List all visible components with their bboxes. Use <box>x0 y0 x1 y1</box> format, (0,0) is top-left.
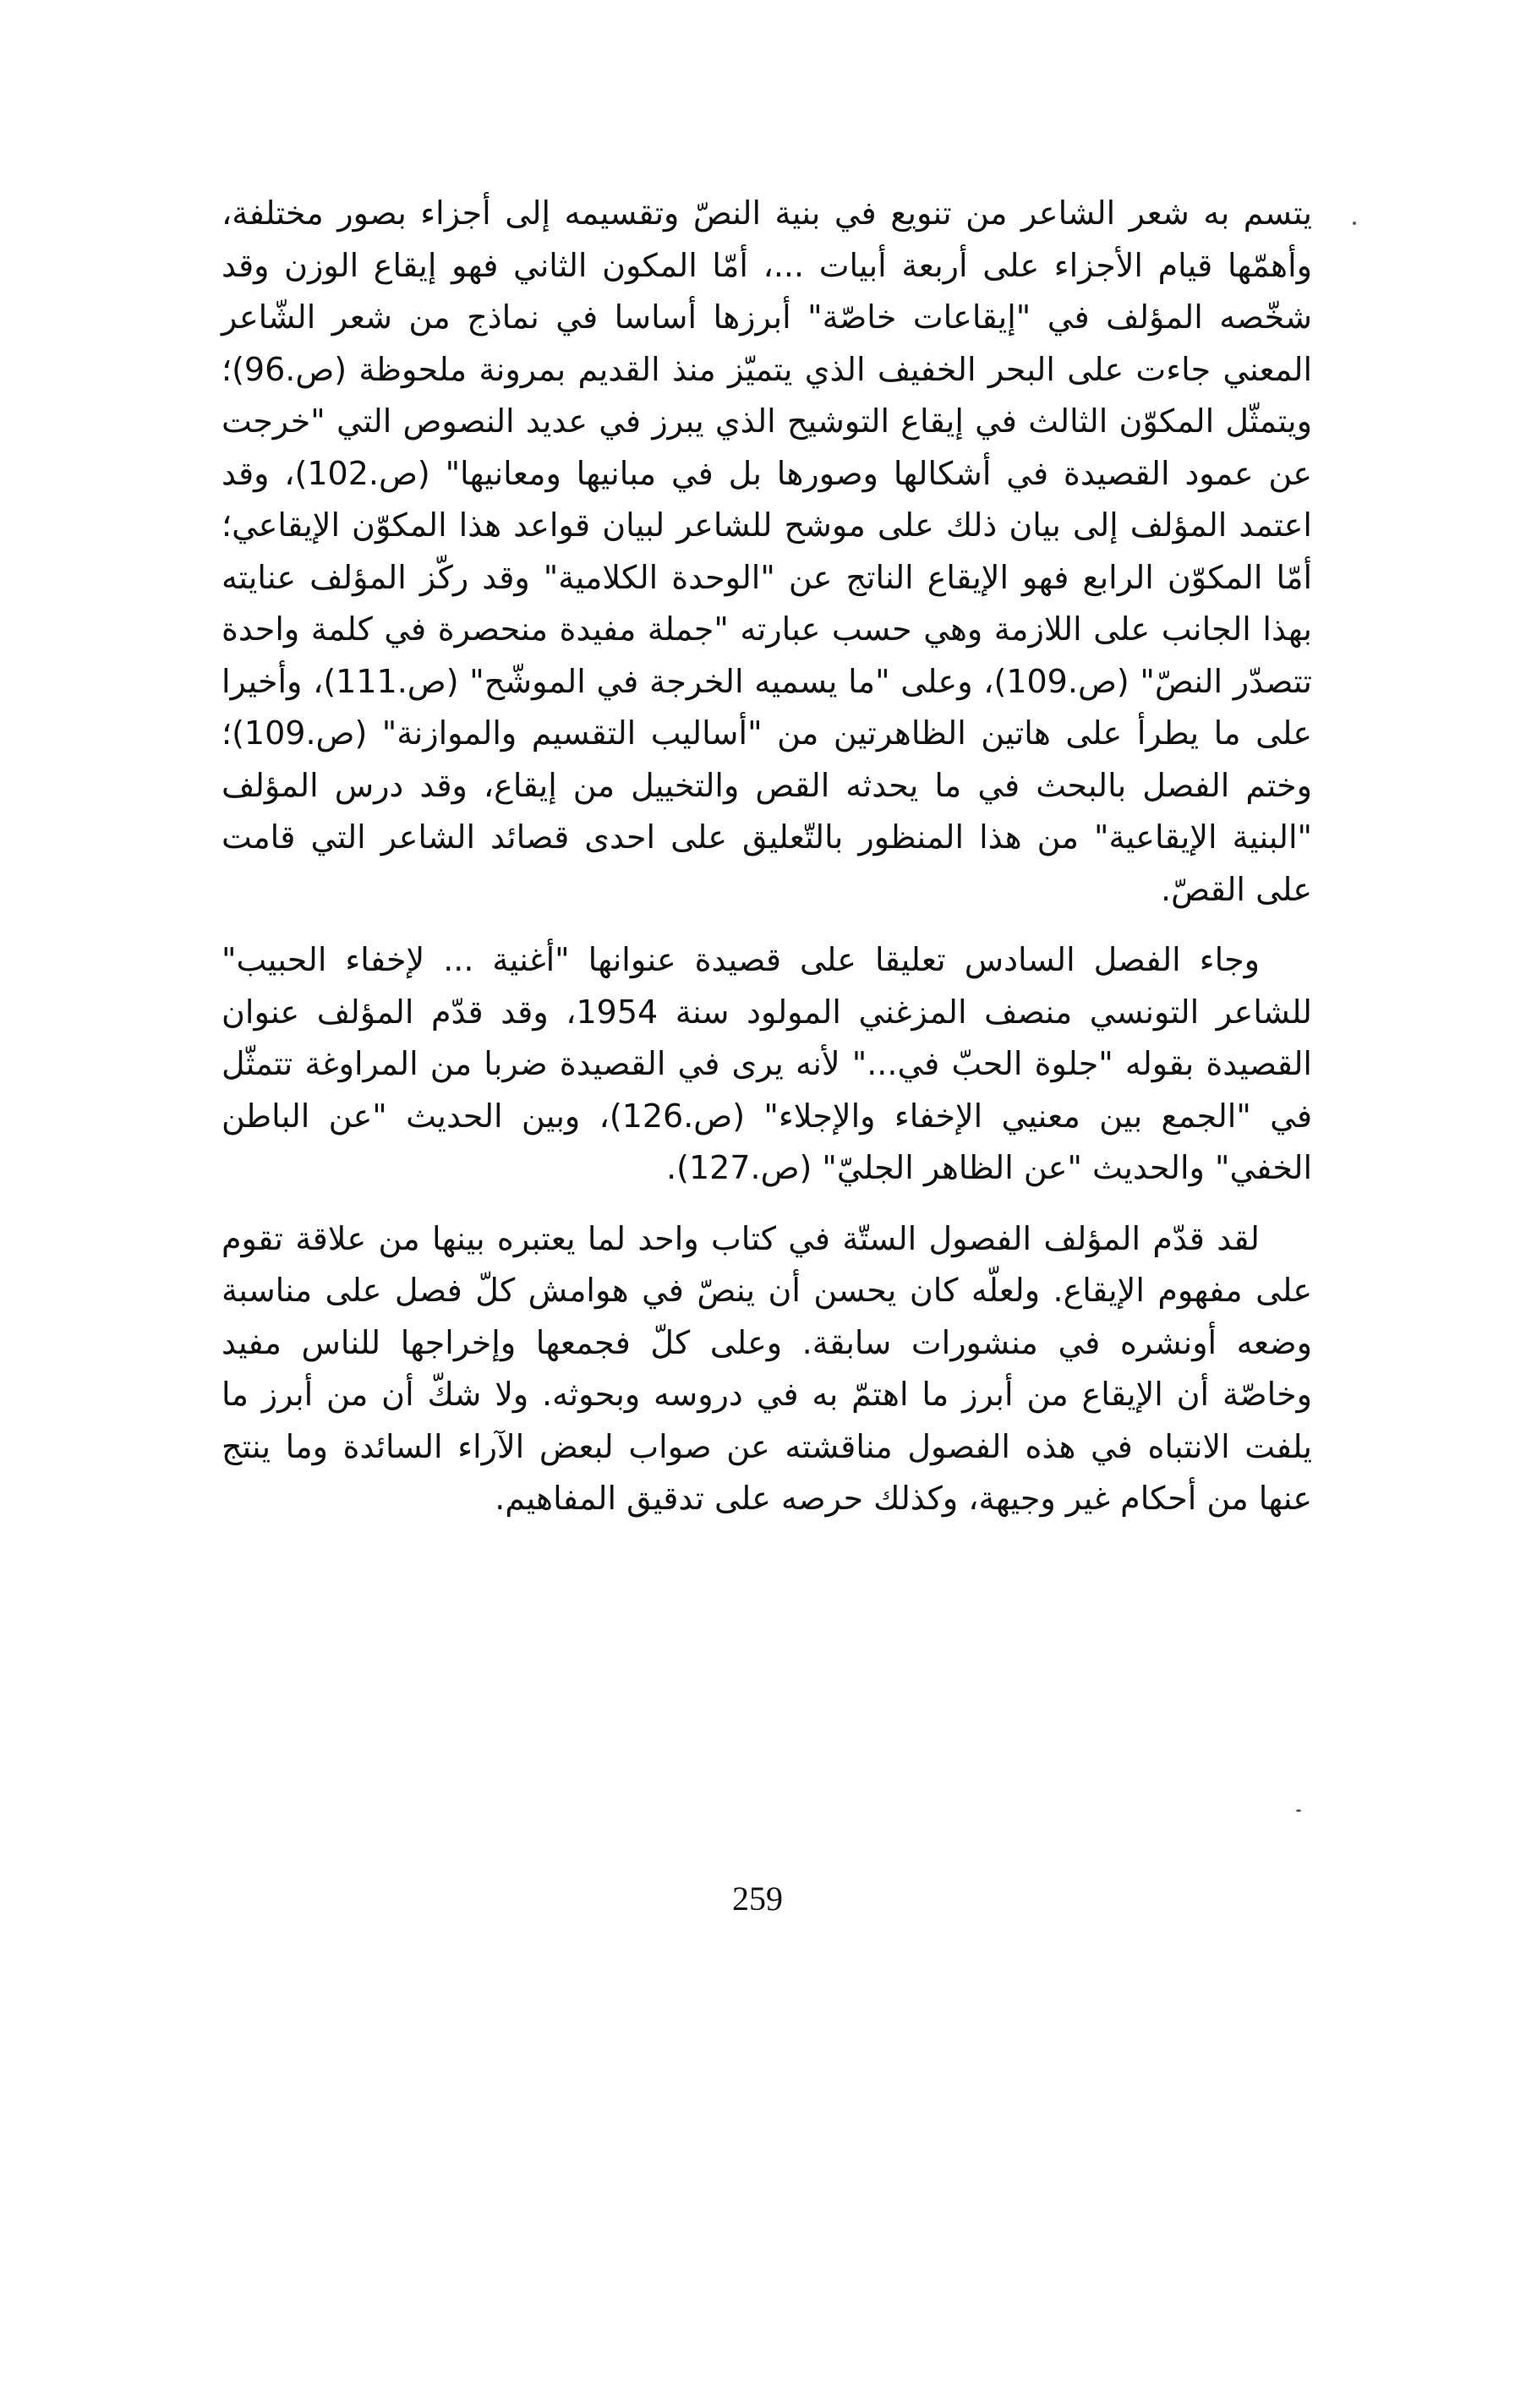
scan-speck <box>1296 1809 1301 1812</box>
body-text <box>222 188 1312 1525</box>
page-number: 259 <box>732 1880 783 1918</box>
paragraph-1: يتسم به شعر الشاعر من تنويع في بنية النصّ وتقسيمه إلى أجزاء بصور مختلفة، وأهمّها قيام الأجزاء على أربعة أبيات ...، أمّا المكون الثاني فهو إيقاع الوزن وقد شخّصه المؤلف في "إيقاعات خاصّة" أبرزها أساسا في نماذج من شعر الشّاعر المعني جاءت على البحر الخفيف الذي يتميّز منذ القديم بمرونة ملحوظة (ص.96)؛ ويتمثّل المكوّن الثالث في إيقاع التوشيح الذي يبرز في عديد النصوص التي "خرجت عن عمود القصيدة في أشكالها وصورها بل في مبانيها ومعانيها" (ص.102)، وقد اعتمد المؤلف إلى بيان ذلك على موشح للشاعر لبيان قواعد هذا المكوّن الإيقاعي؛ أمّا المكوّن الرابع فهو الإيقاع الناتج عن "الوحدة الكلامية" وقد ركّز المؤلف عنايته بهذا الجانب على اللازمة وهي حسب عبارته "جملة مفيدة منحصرة في كلمة واحدة تتصدّر النصّ" (ص.109)، وعلى "ما يسميه الخرجة في الموشّح" (ص.111)، وأخيرا على ما يطرأ على هاتين الظاهرتين من "أساليب التقسيم والموازنة" (ص.109)؛ وختم الفصل بالبحث في ما يحدثه القص والتخييل من إيقاع، وقد درس المؤلف "البنية الإيقاعية" من هذا المنظور بالتّعليق على احدى قصائد الشاعر التي قامت على القصّ. <box>222 194 1313 908</box>
paragraph-2: وجاء الفصل السادس تعليقا على قصيدة عنوانها "أغنية ... لإخفاء الحبيب" للشاعر التونسي منصف المزغني المولود سنة 1954، وقد قدّم المؤلف عنوان القصيدة بقوله "جلوة الحبّ في..." لأنه يرى في القصيدة ضربا من المراوغة تتمثّل في "الجمع بين معنيي الإخفاء والإجلاء" (ص.126)، وبين الحديث "عن الباطن الخفي" والحديث "عن الظاهر الجليّ" (ص.127). <box>222 941 1312 1186</box>
paragraph-3: لقد قدّم المؤلف الفصول الستّة في كتاب واحد لما يعتبره بينها من علاقة تقوم على مفهوم الإيقاع. ولعلّه كان يحسن أن ينصّ في هوامش كلّ فصل على مناسبة وضعه أونشره في منشورات سابقة. وعلى كلّ فجمعها وإخراجها للناس مفيد وخاصّة أن الإيقاع من أبرز ما اهتمّ به في دروسه وبحوثه. ولا شكّ أن من أبرز ما يلفت الانتباه في هذه الفصول مناقشته عن صواب لبعض الآراء السائدة وما ينتج عنها من أحكام غير وجيهة، وكذلك حرصه على تدقيق المفاهيم. <box>222 1219 1312 1517</box>
scan-speck <box>1353 222 1356 225</box>
